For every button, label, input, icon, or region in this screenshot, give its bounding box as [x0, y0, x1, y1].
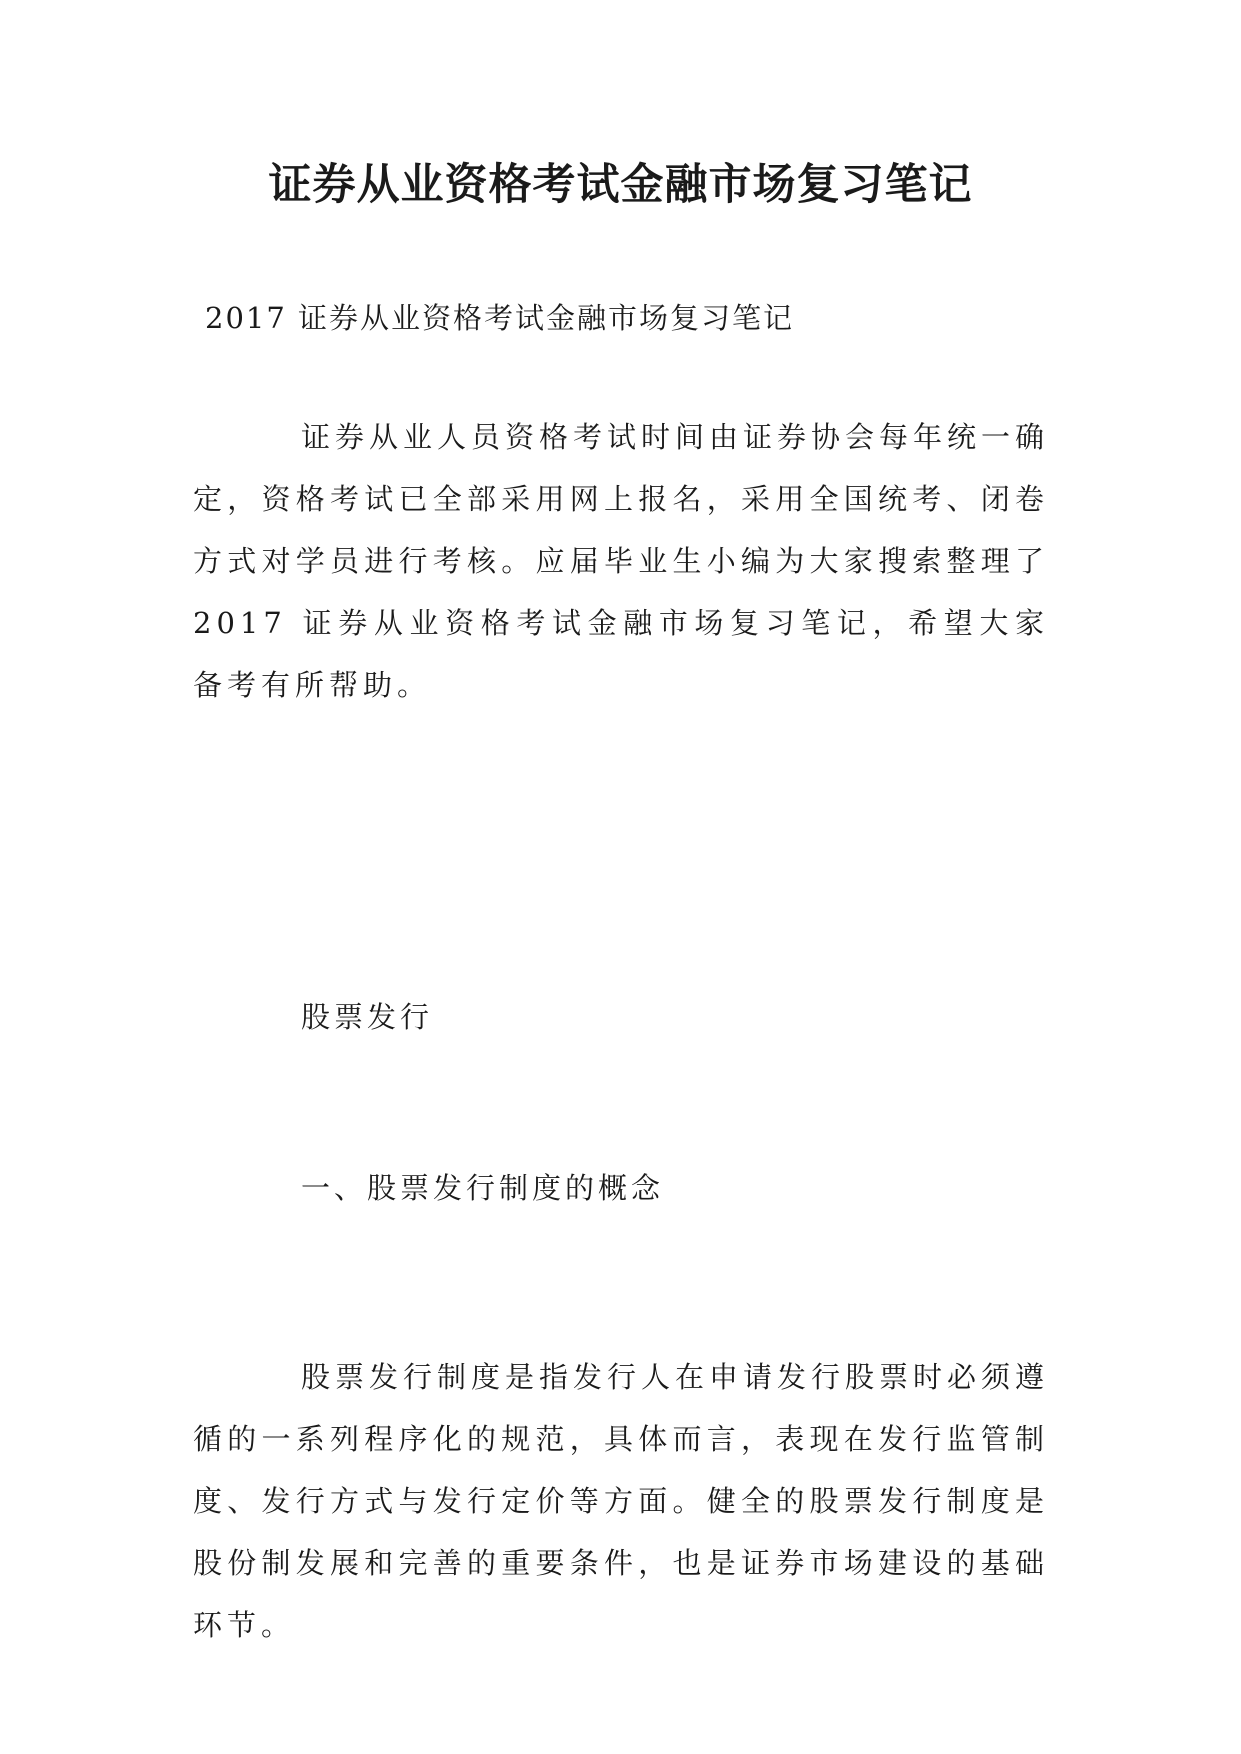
body-paragraph: 股票发行制度是指发行人在申请发行股票时必须遵循的一系列程序化的规范，具体而言，表现在发行监管制度、发行方式与发行定价等方面。健全的股票发行制度是股份制发展和完善的重要条件，也是证券市场建设的基础环节。 — [193, 1360, 1050, 1642]
document-title: 证券从业资格考试金融市场复习笔记 — [268, 160, 973, 210]
intro-paragraph: 证券从业人员资格考试时间由证券协会每年统一确定，资格考试已全部采用网上报名，采用全国统考、闭卷方式对学员进行考核。应届毕业生小编为大家搜索整理了 2017 证券从业资格考试金融市场复习笔记，希望大家备考有所帮助。 — [193, 420, 1050, 702]
subsection-heading: 一、股票发行制度的概念 — [301, 1171, 665, 1205]
document-subtitle: 2017 证券从业资格考试金融市场复习笔记 — [205, 301, 795, 335]
section-heading: 股票发行 — [301, 1000, 434, 1034]
